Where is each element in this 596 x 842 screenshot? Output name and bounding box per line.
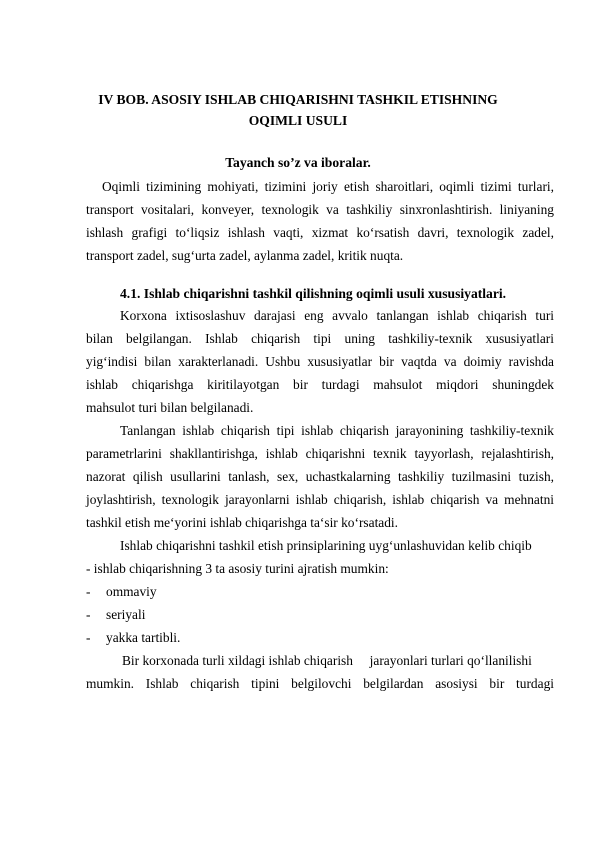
paragraph-line: Bir korxonada turli xildagi ishlab chiqarish jarayonlari turlari qo‘llanilishi bbox=[122, 653, 532, 668]
list-item-label: seriyali bbox=[106, 607, 146, 622]
keywords-line: transport zadel, sug‘urta zadel, aylanma zadel, kritik nuqta. bbox=[86, 248, 404, 263]
paragraph-line: ishlab chiqarishga kiritilayotgan bir turdagi mahsulot miqdori shuningdek bbox=[86, 377, 554, 392]
list-item-label: ommaviy bbox=[106, 584, 157, 599]
paragraph-line: joylashtirish, texnologik jarayonlarni ishlab chiqarish, ishlab chiqarish va mehnatni bbox=[86, 492, 554, 507]
keywords-line: ishlash grafigi to‘liqsiz ishlash vaqti, xizmat ko‘rsatish davri, texnologik zadel, bbox=[86, 225, 554, 240]
list-dash: - bbox=[86, 607, 91, 622]
list-dash: - bbox=[86, 630, 91, 645]
section-heading bbox=[120, 286, 506, 302]
paragraph-line: bilan belgilangan. Ishlab chiqarish tipi uning tashkiliy-texnik xususiyatlari bbox=[86, 331, 554, 346]
paragraph-line: nazorat qilish usullarini tanlash, sex, uchastkalarning tashkiliy tuzilmasini tuzish, bbox=[86, 469, 554, 484]
paragraph-line: Tanlangan ishlab chiqarish tipi ishlab chiqarish jarayonining tashkiliy-texnik bbox=[120, 423, 554, 438]
paragraph-line: yig‘indisi bilan xarakterlanadi. Ushbu xususiyatlar bir vaqtda va doimiy ravishda bbox=[86, 354, 554, 369]
paragraph-line: tashkil etish me‘yorini ishlab chiqarishga ta‘sir ko‘rsatadi. bbox=[86, 515, 398, 530]
chapter-title-line-2: OQIMLI USULI bbox=[248, 113, 348, 128]
list-item-label: yakka tartibli. bbox=[106, 630, 181, 645]
chapter-title-line-1: IV BOB. ASOSIY ISHLAB CHIQARISHNI TASHKIL ETISHNING bbox=[98, 92, 498, 107]
section-title: Ishlab chiqarishni tashkil qilishning oqimli usuli xususiyatlari. bbox=[143, 286, 507, 301]
section-number: 4.1. bbox=[120, 286, 141, 301]
keywords-heading: Tayanch so’z va iboralar. bbox=[225, 155, 371, 170]
paragraph-line: Ishlab chiqarishni tashkil etish prinsiplarining uyg‘unlashuvidan kelib chiqib bbox=[120, 538, 532, 553]
keywords-line: transport vositalari, konveyer, texnologik va tashkiliy sinxronlashtirish. liniyaning bbox=[86, 202, 554, 217]
list-item bbox=[86, 630, 180, 646]
paragraph-line: - ishlab chiqarishning 3 ta asosiy turini ajratish mumkin: bbox=[86, 561, 389, 576]
list-item bbox=[86, 607, 145, 623]
list-dash: - bbox=[86, 584, 91, 599]
paragraph-line: mumkin. Ishlab chiqarish tipini belgilovchi belgilardan asosiysi bir turdagi bbox=[86, 676, 554, 691]
list-item bbox=[86, 584, 157, 600]
paragraph-line: Korxona ixtisoslashuv darajasi eng avvalo tanlangan ishlab chiqarish turi bbox=[120, 308, 554, 323]
keywords-line: Oqimli tizimining mohiyati, tizimini joriy etish sharoitlari, oqimli tizimi turlari, bbox=[102, 179, 554, 194]
paragraph-line: mahsulot turi bilan belgilanadi. bbox=[86, 400, 254, 415]
paragraph-line: parametrlarini shakllantirishga, ishlab chiqarishni texnik tayyorlash, rejalashtirish, bbox=[86, 446, 554, 461]
